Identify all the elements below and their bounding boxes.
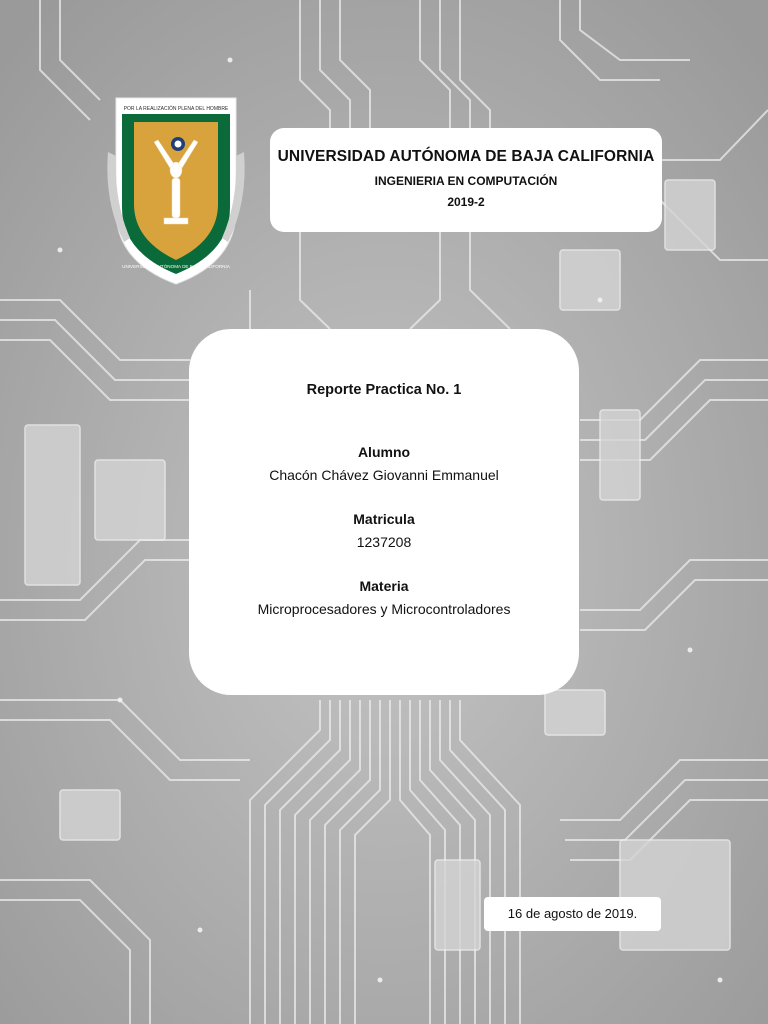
university-name: UNIVERSIDAD AUTÓNOMA DE BAJA CALIFORNIA — [277, 148, 655, 165]
id-block — [189, 511, 579, 550]
date-card: 16 de agosto de 2019. — [484, 897, 661, 931]
student-block — [189, 444, 579, 483]
id-label: Matricula — [353, 511, 415, 527]
program-name: INGENIERIA EN COMPUTACIÓN — [374, 174, 558, 188]
student-name: Chacón Chávez Giovanni Emmanuel — [269, 467, 499, 483]
uabc-crest-logo — [104, 92, 248, 288]
id-value: 1237208 — [356, 534, 412, 550]
subject-label: Materia — [359, 578, 409, 594]
university-header-card — [270, 128, 662, 232]
report-details-card — [189, 329, 579, 695]
crest-ring-text: UNIVERSIDAD AUTÓNOMA DE BAJA CALIFORNIA — [122, 264, 230, 269]
academic-period: 2019-2 — [447, 195, 485, 209]
student-label: Alumno — [357, 444, 411, 460]
subject-block — [189, 578, 579, 617]
crest-motto: POR LA REALIZACIÓN PLENA DEL HOMBRE — [123, 106, 229, 112]
subject-value: Microprocesadores y Microcontroladores — [257, 601, 511, 617]
report-title: Reporte Practica No. 1 — [306, 382, 462, 398]
